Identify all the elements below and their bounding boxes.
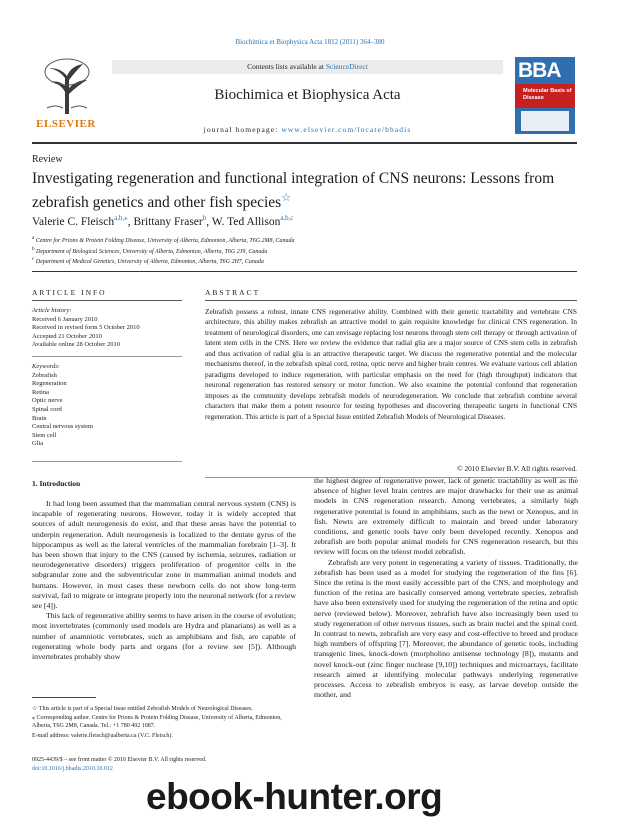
doi-link[interactable]: doi:10.1016/j.bbadis.2010.10.012 <box>32 766 113 772</box>
footnote-email[interactable] <box>32 732 296 740</box>
affiliation-line <box>32 256 592 267</box>
history-label: Article history: <box>32 307 72 314</box>
affiliation-line <box>32 235 592 246</box>
watermark: ebook-hunter.org <box>146 776 443 817</box>
history-line: Available online 28 October 2010 <box>32 341 120 349</box>
publisher-name: ELSEVIER <box>36 118 96 130</box>
article-title <box>32 170 592 212</box>
footnote-text: E-mail address: valerie.fleisch@ualberta.ca (V.C. Fleisch). <box>32 732 173 739</box>
history-line: Received in revised form 5 October 2010 <box>32 324 140 332</box>
abstract-copyright: © 2010 Elsevier B.V. All rights reserved. <box>457 464 577 473</box>
affiliation-text: Centre for Prions & Protein Folding Disease, University of Alberta, Edmonton, Alberta, T6G 2M8, Canada <box>35 238 295 244</box>
footnote-text: Corresponding author. Centre for Prions & Protein Folding Disease, University of Alberta, Edmonton, Alberta, T6G 2M8, Canada. Tel.: +1 780 492 1087. <box>32 715 282 730</box>
footnotes <box>32 705 296 741</box>
footnote-rule <box>32 697 96 698</box>
keywords <box>32 363 182 449</box>
footnote-mark: ⁎ <box>32 715 35 722</box>
title-footnote-star[interactable]: ☆ <box>281 191 292 204</box>
info-bottom-rule <box>32 461 182 462</box>
article-type: Review <box>32 154 63 165</box>
info-divider <box>32 356 182 357</box>
affiliation-mark: b <box>32 246 35 252</box>
keyword: Retina <box>32 388 49 396</box>
keyword: Regeneration <box>32 380 67 388</box>
keyword: Optic nerve <box>32 397 63 405</box>
author-name[interactable]: W. Ted Allison <box>211 215 281 228</box>
journal-homepage <box>112 125 503 134</box>
history-line: Accepted 21 October 2010 <box>32 332 102 340</box>
elsevier-tree-icon <box>41 58 93 114</box>
keyword: Glia <box>32 440 44 448</box>
affiliation-mark: c <box>32 257 35 262</box>
journal-reference-link[interactable]: Biochimica et Biophysica Acta 1812 (2011) 364–380 <box>235 38 385 46</box>
author-name[interactable]: Valerie C. Fleisch <box>32 215 115 228</box>
footnote <box>32 705 296 713</box>
title-text: Investigating regeneration and functional integration of CNS neurons: Lessons from zebrafish genetics and other fish species <box>32 170 555 211</box>
keyword: Stem cell <box>32 431 57 439</box>
homepage-link[interactable]: www.elsevier.com/locate/bbadis <box>281 125 412 134</box>
history-line: Received 6 January 2010 <box>32 315 98 323</box>
body-paragraph: This lack of regenerative ability seems to have arisen in the course of evolution; most invertebrates (commonly used models are Hydra and planarians) as well as a number of anamniotic vertebrates, such as amphibians and fish, are capable of regenerating whole body parts and organs (for a review see [5]). Although invertebrates probably show <box>32 611 296 662</box>
footnote-mark: ☆ <box>32 706 38 712</box>
article-info-heading: ARTICLE INFO <box>32 288 107 297</box>
cover-letters: BBA <box>518 59 561 82</box>
keyword: Spinal cord <box>32 405 62 413</box>
journal-title: Biochimica et Biophysica Acta <box>214 87 401 103</box>
article-history <box>32 307 182 350</box>
journal-cover-thumbnail[interactable] <box>515 57 575 134</box>
contents-bar <box>112 60 503 74</box>
elsevier-logo <box>33 58 99 132</box>
abstract-rule <box>205 300 577 301</box>
abstract-heading: ABSTRACT <box>205 288 261 297</box>
header-rule <box>32 142 577 144</box>
abstract-text: Zebrafish possess a robust, innate CNS regenerative ability. Combined with their genetic tractability and vertebrate CNS architecture, this ability makes zebrafish an attractive model to gain requisite knowledge for clinical CNS regeneration. In treatment of neurological disorders, one can envisage replacing lost neurons through stem cell therapy or through activation of latent stem cells in the CNS. Here we review the evidence that radial glia are a major source of CNS stem cells in zebrafish and thus activation of radial glia is an attractive therapeutic target. We discuss the regenerative potential and the molecular mechanisms thereof, in the zebrafish spinal cord, retina, optic nerve and higher brain centres. We evaluate various cell ablation paradigms developed to induce regeneration, with particular emphasis on the need for (high throughput) indicators that neuronal regeneration has restored sensory or motor function. We also examine the potential confound that regeneration imposes as the community develops zebrafish models of neurodegeneration. We conclude that zebrafish combine several characters that make them a potent resource for testing hypotheses and discovering therapeutic targets in functional CNS regeneration. This article is part of a Special Issue entitled Zebrafish Models of Neurological Diseases. <box>205 307 577 421</box>
footnote-text: This article is part of a Special Issue entitled Zebrafish Models of Neurological Diseases. <box>38 706 253 712</box>
affiliation-text: Department of Biological Sciences, University of Alberta, Edmonton, Alberta, T6G 2J9, Canada <box>36 248 268 255</box>
body-paragraph: Zebrafish are very potent in regenerating a variety of tissues. Traditionally, the zebrafish has been used as a model for studying the regeneration of the fins [6]. Since the retina is the most easily accessible part of the CNS, and morphology and function of the retina are basically conserved among vertebrate species, zebrafish have also been extensively used for studying the regeneration of the retina and optic nerve (reviewed below). Moreover, zebrafish have also increasingly been used to study regeneration of other nervous tissues, such as brain nuclei and the spinal cord. In contrast to newts, zebrafish are very easy and cost-effective to breed and produce high numbers of offspring [7]. Moreover, the abundance of genetic tools, including transgenic lines, knock-down (morpholino antisense technology [8]), mutants and novel knock-out (zinc finger nuclease [9,10]) techniques and microarrays, facilitate research aimed at identifying molecular pathways underlying regenerative processes. Access to zebrafish embryos is easy, as larvae develop outside the mother, and <box>314 557 578 700</box>
contents-prefix: Contents lists available at <box>247 62 326 71</box>
body-paragraph: the highest degree of regenerative power, lack of genetic tractability as well as the absence of higher level brain centres are major drawbacks for their use as animal models in CNS regeneration research. Among vertebrates, a similarly high regenerative potential is found in amphibians, such as the newt or Xenopus, and in fish. Newts are extremely difficult to maintain and breed under laboratory conditions, and genetic tools have only been developed recently. Xenopus and zebrafish are both popular animal models for CNS regeneration research, but this review will focus on the teleost model zebrafish. <box>314 476 578 557</box>
keyword: Brain <box>32 414 47 422</box>
sciencedirect-link[interactable]: ScienceDirect <box>325 62 368 71</box>
bottom-meta <box>32 756 296 774</box>
keyword: Zebrafish <box>32 371 57 379</box>
affiliation-text: Department of Medical Genetics, University of Alberta, Edmonton, Alberta, T6G 2H7, Canada <box>35 259 264 265</box>
section-rule <box>32 271 577 272</box>
author-affiliation-mark[interactable]: b <box>202 214 207 222</box>
affiliations <box>32 235 592 267</box>
keyword: Central nervous system <box>32 423 94 431</box>
section-heading-introduction: 1. Introduction <box>32 479 81 488</box>
body-paragraph: It had long been assumed that the mammalian central nervous system (CNS) is incapable of regenerating neurons. However, today it is widely accepted that sources of adult neurogenesis do exist, and that these areas have the potential to underpin regeneration. Adult neurogenesis is localized to the dentate gyrus of the hippocampus as well as the lateral ventricles of the mammalian forebrain [1–3]. It has been shown that injury to the CNS (caused by ischemia, seizures, radiation or neurodegenerative disorders) triggers proliferation of progenitor cells in the subgranular zone and the subventricular zone in mammalian animal models and humans. However, in most cases these newborn cells do not show long-term survival, fail to migrate or integrate properly into the neuronal network (for a review see [4]). <box>32 499 296 611</box>
author-list: Valerie C. Fleisch$^{a,b,⁎}$, Brittany Fraser$^b$, W. Ted Allison$^{a,b,c}$ <box>32 214 294 228</box>
body-column-right <box>314 476 578 700</box>
article-info-rule <box>32 300 182 301</box>
cover-image-panel <box>521 111 569 131</box>
author-affiliation-mark[interactable]: a,b,c <box>280 214 294 222</box>
footnote <box>32 714 296 730</box>
affiliation-line <box>32 246 592 257</box>
author-affiliation-mark[interactable]: a,b,⁎ <box>114 214 128 222</box>
keywords-label: Keywords: <box>32 363 60 370</box>
affiliation-mark: a <box>32 236 35 241</box>
author-name[interactable]: Brittany Fraser <box>133 215 203 228</box>
cover-subtitle: Molecular Basis of Disease <box>523 88 572 101</box>
homepage-prefix: journal homepage: <box>203 125 282 134</box>
issn-line: 0925-4439/$ – see front matter © 2010 Elsevier B.V. All rights reserved. <box>32 757 207 763</box>
body-column-left <box>32 499 296 662</box>
